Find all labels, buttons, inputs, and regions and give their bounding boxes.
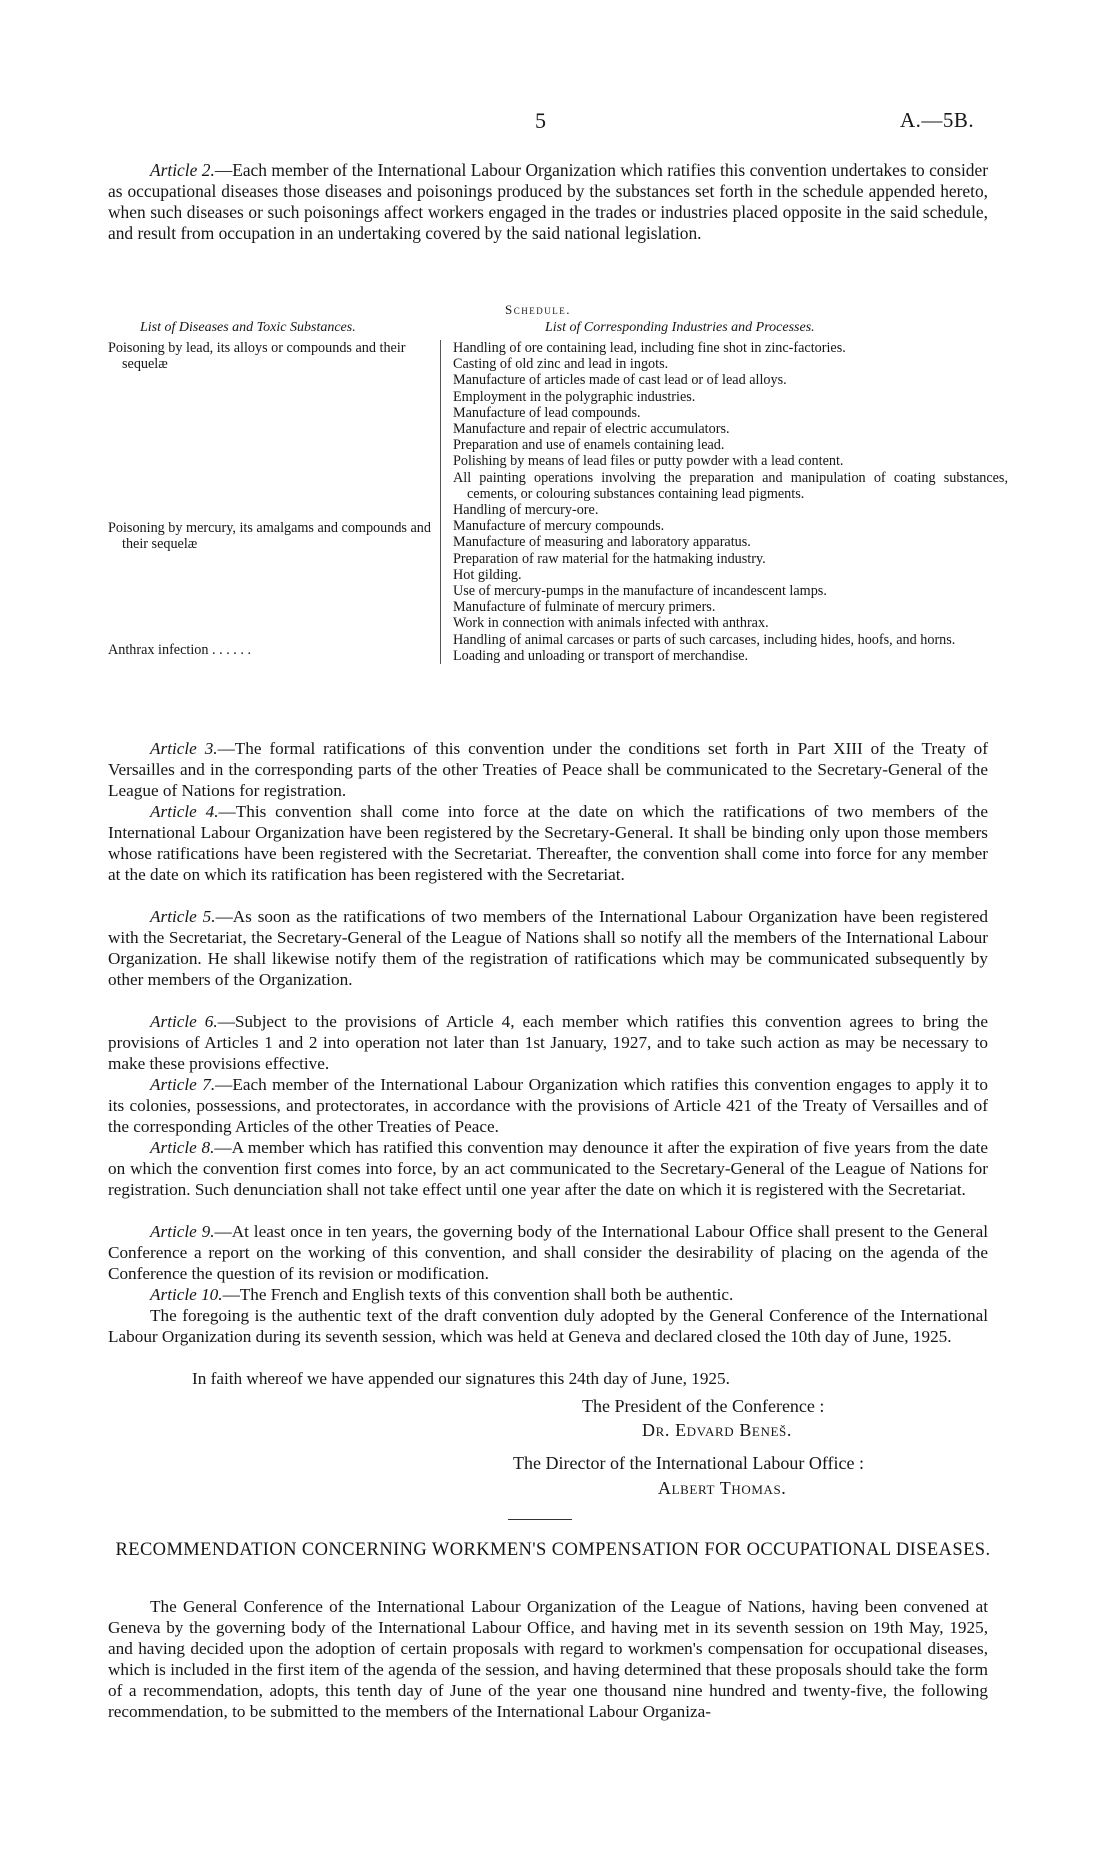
- schedule-processes-column: [440, 340, 1008, 664]
- process-item: Manufacture of measuring and laboratory apparatus.: [453, 534, 751, 551]
- article-text: —The French and English texts of this convention shall both be authentic.: [222, 1285, 734, 1304]
- section-divider: [508, 1519, 572, 1520]
- president-title: The President of the Conference :: [582, 1396, 825, 1416]
- article-text: —Subject to the provisions of Article 4, each member which ratifies this convention agrees to bring the provisions of Articles 1 and 2 into operation not later than 1st January, 1927, and to take such action as may be necessary to make these provisions effective.: [108, 1012, 988, 1073]
- article-2-paragraph: [108, 160, 988, 244]
- process-item: Work in connection with animals infected with anthrax.: [453, 615, 769, 632]
- article-label: Article 6.: [150, 1012, 218, 1031]
- recommendation-paragraph: The General Conference of the International Labour Organization of the League of Nations, having been convened at Geneva by the governing body of the International Labour Office, and having met in its seventh session on 19th May, 1925, and having decided upon the adoption of certain proposals with regard to workmen's compensation for occupational diseases, which is included in the first item of the agenda of the session, and having determined that these proposals should take the form of a recommendation, adopts, this tenth day of June of the year one thousand nine hundred and twenty-five, the following recommendation, to be submitted to the members of the International Labour Organiza-: [108, 1597, 988, 1721]
- article-3-paragraph: [108, 738, 988, 801]
- president-name: Dr. Edvard Beneš.: [642, 1420, 792, 1440]
- process-item: Handling of animal carcases or parts of such carcases, including hides, hoofs, and horns.: [453, 631, 956, 648]
- process-item: All painting operations involving the preparation and manipulation of coating substances, cements, or colouring substances containing lead pigments.: [453, 469, 1008, 502]
- schedule-left-header: List of Diseases and Toxic Substances.: [140, 320, 356, 335]
- foregoing-paragraph: The foregoing is the authentic text of the draft convention duly adopted by the General Conference of the International Labour Organization during its seventh session, which was held at Geneva and declared closed the 10th day of June, 1925.: [108, 1306, 988, 1346]
- article-label: Article 5.: [150, 907, 216, 926]
- disease-lead: Poisoning by lead, its alloys or compounds and their sequelæ: [108, 340, 406, 373]
- article-label: Article 4.: [150, 802, 219, 821]
- schedule-right-header: List of Corresponding Industries and Processes.: [545, 320, 815, 335]
- article-2-label: Article 2.: [150, 160, 215, 180]
- process-item: Manufacture of lead compounds.: [453, 404, 641, 421]
- article-label: Article 8.: [150, 1138, 215, 1157]
- article-9-paragraph: [108, 1221, 988, 1284]
- process-item: Use of mercury-pumps in the manufacture of incandescent lamps.: [453, 583, 827, 600]
- article-label: Article 10.: [150, 1285, 223, 1304]
- disease-mercury: Poisoning by mercury, its amalgams and compounds and their sequelæ: [108, 520, 431, 553]
- article-label: Article 3.: [150, 739, 218, 758]
- article-text: —The formal ratifications of this convention under the conditions set forth in Part XIII of the Treaty of Versailles and in the corresponding parts of the other Treaties of Peace shall be communicated to the Secretary-General of the League of Nations for registration.: [108, 739, 988, 800]
- article-label: Article 7.: [150, 1075, 216, 1094]
- article-text: —As soon as the ratifications of two members of the International Labour Organization have been registered with the Secretariat, the Secretary-General of the League of Nations shall so notify all the members of the International Labour Organization. He shall likewise notify them of the registration of ratifications which may be communicated subsequently by other members of the Organization.: [108, 907, 988, 989]
- process-item: Loading and unloading or transport of merchandise.: [453, 647, 749, 664]
- process-item: Polishing by means of lead files or putty powder with a lead content.: [453, 453, 844, 470]
- director-title: The Director of the International Labour Office :: [513, 1453, 865, 1473]
- process-item: Manufacture and repair of electric accumulators.: [453, 421, 730, 438]
- process-item: Hot gilding.: [453, 566, 522, 583]
- disease-anthrax: Anthrax infection . . . . . .: [108, 642, 252, 658]
- article-label: Article 9.: [150, 1222, 215, 1241]
- process-item: Casting of old zinc and lead in ingots.: [453, 356, 669, 373]
- article-8-paragraph: [108, 1137, 988, 1200]
- faith-paragraph: In faith whereof we have appended our signatures this 24th day of June, 1925.: [192, 1369, 730, 1388]
- director-name: Albert Thomas.: [658, 1478, 787, 1498]
- article-text: —This convention shall come into force at the date on which the ratifications of two members of the International Labour Organization have been registered by the Secretary-General. It shall be binding only upon those members whose ratifications have been registered with the Secretariat. Thereafter, the convention shall come into force for any member at the date on which its ratification has been registered with the Secretariat.: [108, 802, 988, 884]
- process-item: Handling of ore containing lead, including fine shot in zinc-factories.: [453, 340, 846, 356]
- article-6-paragraph: [108, 1011, 988, 1074]
- process-item: Preparation and use of enamels containing lead.: [453, 437, 725, 454]
- article-5-paragraph: [108, 906, 988, 990]
- process-item: Manufacture of mercury compounds.: [453, 518, 665, 535]
- article-text: —Each member of the International Labour Organization which ratifies this convention engages to apply it to its colonies, possessions, and protectorates, in accordance with the provisions of Article 421 of the Treaty of Versailles and of the corresponding Articles of the other Treaties of Peace.: [108, 1075, 988, 1136]
- recommendation-heading: RECOMMENDATION CONCERNING WORKMEN'S COMPENSATION FOR OCCUPATIONAL DISEASES.: [115, 1540, 991, 1560]
- article-10-paragraph: [108, 1284, 988, 1305]
- article-4-paragraph: [108, 801, 988, 885]
- article-2-text: —Each member of the International Labour Organization which ratifies this convention undertakes to consider as occupational diseases those diseases and poisonings produced by the substances set forth in the schedule appended hereto, when such diseases or such poisonings affect workers engaged in the trades or industries placed opposite in the said schedule, and result from occupation in an undertaking covered by the said national legislation.: [108, 160, 988, 243]
- process-item: Employment in the polygraphic industries.: [453, 388, 696, 405]
- schedule-title: Schedule.: [505, 302, 571, 317]
- page-number: 5: [535, 108, 546, 133]
- page-reference: A.—5B.: [900, 108, 975, 132]
- process-item: Manufacture of fulminate of mercury primers.: [453, 599, 716, 616]
- process-item: Manufacture of articles made of cast lead or of lead alloys.: [453, 372, 787, 389]
- process-item: Handling of mercury-ore.: [453, 502, 599, 519]
- process-item: Preparation of raw material for the hatmaking industry.: [453, 550, 766, 567]
- article-7-paragraph: [108, 1074, 988, 1137]
- article-text: —A member which has ratified this convention may denounce it after the expiration of five years from the date on which the convention first comes into force, by an act communicated to the Secretary-General of the League of Nations for registration. Such denunciation shall not take effect until one year after the date on which it is registered with the Secretariat.: [108, 1138, 988, 1199]
- article-text: —At least once in ten years, the governing body of the International Labour Office shall present to the General Conference a report on the working of this convention, and shall consider the desirability of placing on the agenda of the Conference the question of its revision or modification.: [108, 1222, 988, 1283]
